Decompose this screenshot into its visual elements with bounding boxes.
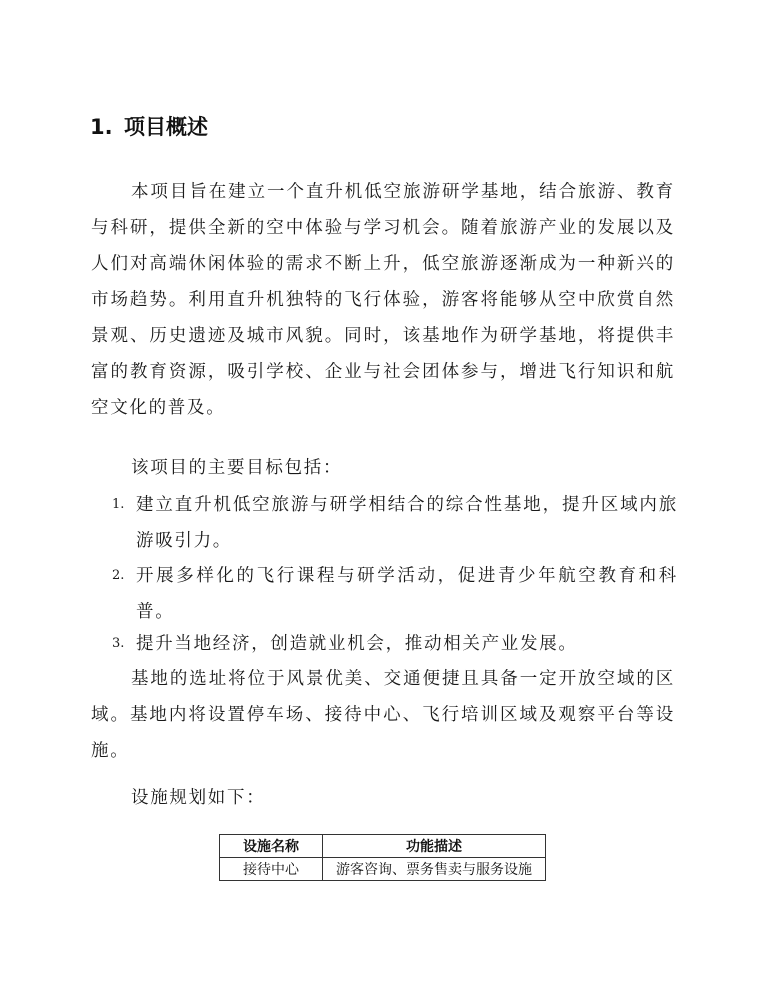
facility-description-cell: 游客咨询、票务售卖与服务设施 [323, 858, 546, 881]
facilities-intro-paragraph: 设施规划如下： [131, 788, 266, 808]
goal-number: 3. [112, 636, 125, 651]
section-number: 1. [90, 115, 113, 139]
facility-table [219, 834, 546, 881]
goals-intro-paragraph: 该项目的主要目标包括： [131, 458, 343, 478]
goal-list-item [112, 626, 678, 662]
goal-number: 2. [112, 568, 125, 583]
intro-paragraph: 本项目旨在建立一个直升机低空旅游研学基地，结合旅游、教育与科研，提供全新的空中体验与学习机会。随着旅游产业的发展以及人们对高端休闲体验的需求不断上升，低空旅游逐渐成为一种新兴的市场趋势。利用直升机独特的飞行体验，游客将能够从空中欣赏自然景观、历史遗迹及城市风貌。同时，该基地作为研学基地，将提供丰富的教育资源，吸引学校、企业与社会团体参与，增进飞行知识和航空文化的普及。 [91, 182, 675, 418]
facility-name-cell: 接待中心 [220, 858, 323, 881]
goal-text: 开展多样化的飞行课程与研学活动，促进青少年航空教育和科普。 [136, 566, 678, 622]
table-row [220, 858, 546, 881]
goal-text: 提升当地经济，创造就业机会，推动相关产业发展。 [136, 634, 578, 654]
column-header-name: 设施名称 [220, 835, 323, 858]
goal-list-item [112, 487, 678, 559]
site-paragraph: 基地的选址将位于风景优美、交通便捷且具备一定开放空域的区域。基地内将设置停车场、接待中心、飞行培训区域及观察平台等设施。 [91, 669, 675, 761]
table-header-row [220, 835, 546, 858]
goal-list-item [112, 558, 678, 630]
goal-text: 建立直升机低空旅游与研学相结合的综合性基地，提升区域内旅游吸引力。 [136, 495, 678, 551]
section-heading [90, 112, 208, 142]
goal-number: 1. [112, 497, 125, 512]
section-title: 项目概述 [124, 115, 208, 139]
column-header-description: 功能描述 [323, 835, 546, 858]
